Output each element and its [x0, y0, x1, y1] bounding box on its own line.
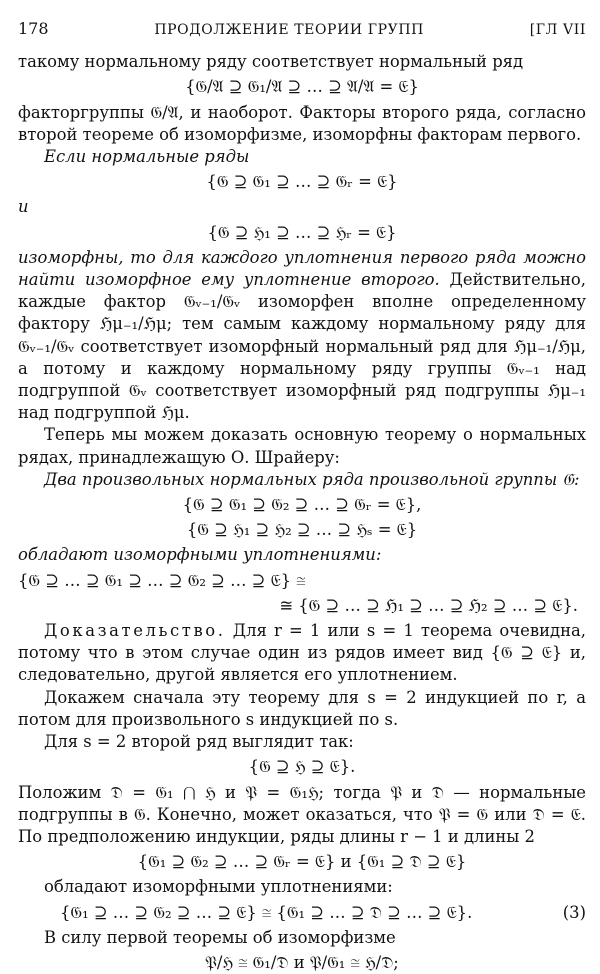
paragraph-proof [18, 620, 586, 687]
running-header [18, 18, 586, 41]
text-line: такому нормальному ряду соответствует нормальный ряд [18, 52, 524, 72]
running-title: ПРОДОЛЖЕНИЕ ТЕОРИИ ГРУПП [154, 22, 424, 38]
theorem-statement: Два произвольных нормальных ряда произвольной группы 𝔊: [44, 469, 580, 489]
formula-factor-series: {𝔊/𝔄 ⊇ 𝔊₁/𝔄 ⊇ … ⊇ 𝔄/𝔄 = 𝔈} [185, 77, 419, 97]
paragraph-schreier-intro: Теперь мы можем доказать основную теорему о нормальных рядах, принадлежащую О. Шрайеру: [18, 425, 586, 467]
lemma-statement: Если нормальные ряды [44, 147, 250, 167]
formula-series-2: {𝔊 ⊇ ℌ₁ ⊇ ℌ₂ ⊇ … ⊇ ℌₛ = 𝔈} [186, 520, 418, 540]
lemma-proof: Действительно, каждые фактор 𝔊ᵥ₋₁/𝔊ᵥ изоморфен вполне определенному фактору ℌμ₋₁/ℌμ; тем самым каждому нормальному ряду для 𝔊ᵥ₋₁/𝔊ᵥ соответствует изоморфный нормальный ряд для ℌμ₋₁/ℌμ, а потому и каждому нормальному ряду группы 𝔊ᵥ₋₁ над подгруппой 𝔊ᵥ соответствует изоморфный ряд подгруппы ℌμ₋₁ над подгруппой ℌμ. [18, 270, 586, 423]
formula-numbered [18, 902, 586, 924]
proof-label: Доказательство. [44, 621, 226, 641]
paragraph: Для s = 2 второй ряд выглядит так: [44, 732, 354, 752]
formula-series-s2: {𝔊 ⊇ ℌ ⊇ 𝔈}. [248, 757, 356, 777]
equation-number: (3) [562, 902, 586, 922]
proof-text: Для r = 1 или s = 1 теорема очевидна, потому что в этом случае один из рядов имеет вид {𝔊 ⊇ 𝔈} и, следовательно, другой является его уплотнением. [18, 621, 586, 685]
paragraph: факторгруппы 𝔊/𝔄, и наоборот. Факторы второго ряда, согласно второй теореме об изоморфизме, изоморфны факторам первого. [18, 102, 586, 144]
formula-series-h: {𝔊 ⊇ ℌ₁ ⊇ … ⊇ ℌᵣ = 𝔈} [207, 222, 397, 242]
paragraph: Положим 𝔇 = 𝔊₁ ⋂ ℌ и 𝔓 = 𝔊₁ℌ; тогда 𝔓 и 𝔇 — нормальные подгруппы в 𝔊. Конечно, может оказаться, что 𝔓 = 𝔊 или 𝔇 = 𝔈. По предположению индукции, ряды длины r − 1 и длины 2 [18, 782, 586, 846]
formula-series-1: {𝔊 ⊇ 𝔊₁ ⊇ 𝔊₂ ⊇ … ⊇ 𝔊ᵣ = 𝔈}, [182, 495, 422, 515]
formula-refinement-1: {𝔊 ⊇ … ⊇ 𝔊₁ ⊇ … ⊇ 𝔊₂ ⊇ … ⊇ 𝔈} ≅ [18, 570, 306, 590]
paragraph: В силу первой теоремы об изоморфизме [44, 927, 396, 947]
paragraph: Докажем сначала эту теорему для s = 2 индукцией по r, а потом для произвольного s индукцией по s. [18, 687, 586, 729]
formula-series-g: {𝔊 ⊇ 𝔊₁ ⊇ … ⊇ 𝔊ᵣ = 𝔈} [206, 172, 398, 192]
formula-3: {𝔊₁ ⊇ … ⊇ 𝔊₂ ⊇ … ⊇ 𝔈} ≅ {𝔊₁ ⊇ … ⊇ 𝔇 ⊇ … ⊇ 𝔈}. [60, 902, 473, 922]
chapter-marker: [ГЛ VII [529, 22, 586, 38]
formula-refinement-2: ≅ {𝔊 ⊇ … ⊇ ℌ₁ ⊇ … ⊇ ℌ₂ ⊇ … ⊇ 𝔈}. [279, 595, 578, 615]
theorem-conclusion: обладают изоморфными уплотнениями: [18, 545, 382, 565]
paragraph: обладают изоморфными уплотнениями: [44, 877, 393, 897]
conjunction-label: и [18, 197, 29, 217]
formula-isomorphisms: 𝔓/ℌ ≅ 𝔊₁/𝔇 и 𝔓/𝔊₁ ≅ ℌ/𝔇; [205, 952, 399, 972]
paragraph-lemma [18, 247, 586, 425]
page-number: 178 [18, 19, 49, 38]
lemma-conclusion: изоморфны, то для каждого уплотнения первого ряда можно найти изоморфное ему уплотнение второго. [18, 247, 586, 290]
formula-two-series: {𝔊₁ ⊇ 𝔊₂ ⊇ … ⊇ 𝔊ᵣ = 𝔈} и {𝔊₁ ⊇ 𝔇 ⊇ 𝔈} [137, 852, 467, 872]
